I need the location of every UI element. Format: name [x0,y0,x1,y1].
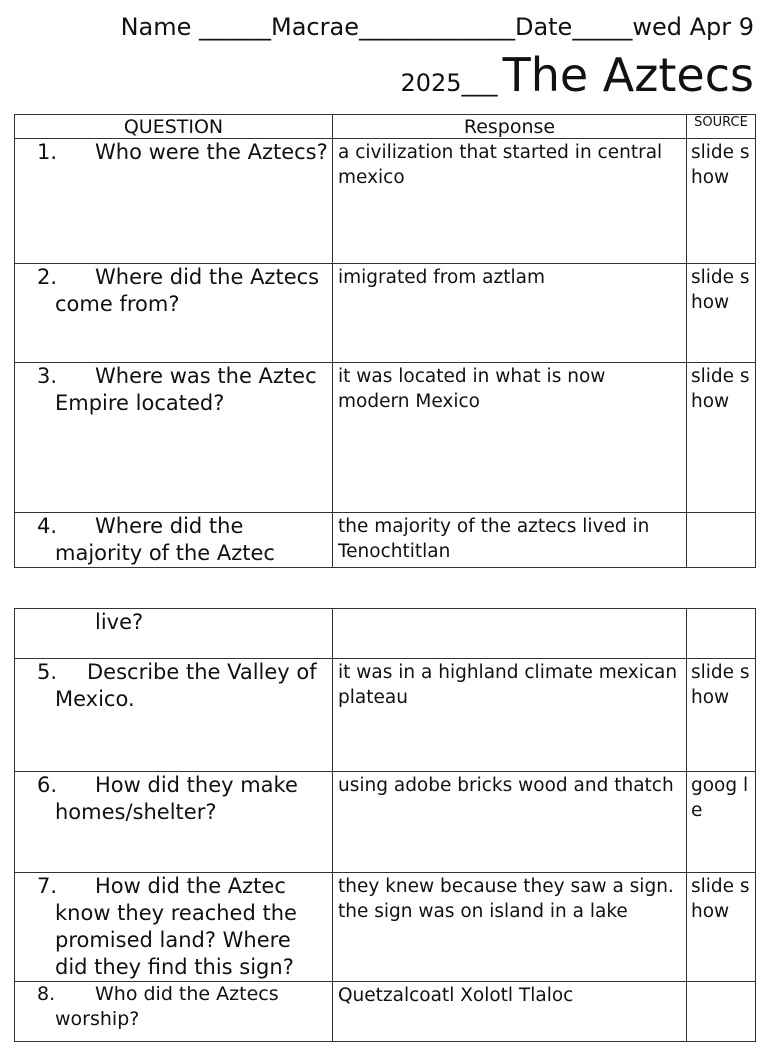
question-number: 7. [37,874,58,898]
question-cell [15,659,333,772]
source-cell[interactable]: slide show [687,659,756,772]
worksheet-table-part2 [14,608,756,1042]
question-text: live? [95,610,144,634]
source-column-header: SOURCE [687,115,756,139]
question-number: 5. [37,660,58,684]
question-text: How did they make homes/shelter? [55,773,298,824]
question-cell [15,513,333,568]
question-column-header: QUESTION [15,115,333,139]
response-cell[interactable]: the majority of the aztecs lived in Tenochtitlan [333,513,687,568]
question-cell [15,873,333,982]
table-row [15,264,756,363]
table-header-row [15,115,756,139]
question-text: How did the Aztec know they reached the promised land? Where did they find this sign? [55,874,297,979]
table-row [15,659,756,772]
response-column-header: Response [333,115,687,139]
worksheet-table-part1 [14,114,756,568]
source-cell[interactable]: goog le [687,772,756,873]
question-cell [15,264,333,363]
response-cell[interactable]: using adobe bricks wood and thatch [333,772,687,873]
question-text: Where did the majority of the Aztec [55,514,275,565]
table-row [15,609,756,659]
question-text: Who did the Aztecs worship? [55,983,279,1030]
question-cell [15,139,333,264]
question-number: 3. [37,364,58,388]
table-row [15,139,756,264]
question-number: 6. [37,773,58,797]
table-row [15,513,756,568]
source-cell[interactable]: slide show [687,264,756,363]
response-cell[interactable]: they knew because they saw a sign. the sign was on island in a lake [333,873,687,982]
question-text: Where was the Aztec Empire located? [55,364,317,415]
question-cell [15,609,333,659]
question-number: 1. [37,140,58,164]
page-title: The Aztecs [502,48,754,102]
question-text: Who were the Aztecs? [95,140,328,164]
question-text: Where did the Aztecs come from? [55,265,320,316]
question-cell [15,982,333,1042]
question-number: 2. [37,265,58,289]
source-cell[interactable]: slide show [687,139,756,264]
source-cell[interactable] [687,513,756,568]
source-cell[interactable]: slide show [687,873,756,982]
table-row [15,363,756,513]
question-number: 4. [37,514,58,538]
source-cell[interactable] [687,609,756,659]
table-row [15,873,756,982]
name-date-line: Name ______Macrae_____________Date_____wed Apr 9 [120,13,754,41]
source-cell[interactable]: slide show [687,363,756,513]
response-cell[interactable]: it was located in what is now modern Mexico [333,363,687,513]
table-row [15,982,756,1042]
year-text: 2025___ [400,69,498,97]
question-text: Describe the Valley of Mexico. [55,660,317,711]
year-title-line [0,48,754,102]
response-cell[interactable]: it was in a highland climate mexican plateau [333,659,687,772]
question-cell [15,363,333,513]
question-number: 8. [37,983,56,1005]
table-row [15,772,756,873]
question-cell [15,772,333,873]
response-cell[interactable]: a civilization that started in central mexico [333,139,687,264]
response-cell[interactable] [333,609,687,659]
response-cell[interactable]: Quetzalcoatl Xolotl Tlaloc [333,982,687,1042]
response-cell[interactable]: imigrated from aztlam [333,264,687,363]
source-cell[interactable] [687,982,756,1042]
